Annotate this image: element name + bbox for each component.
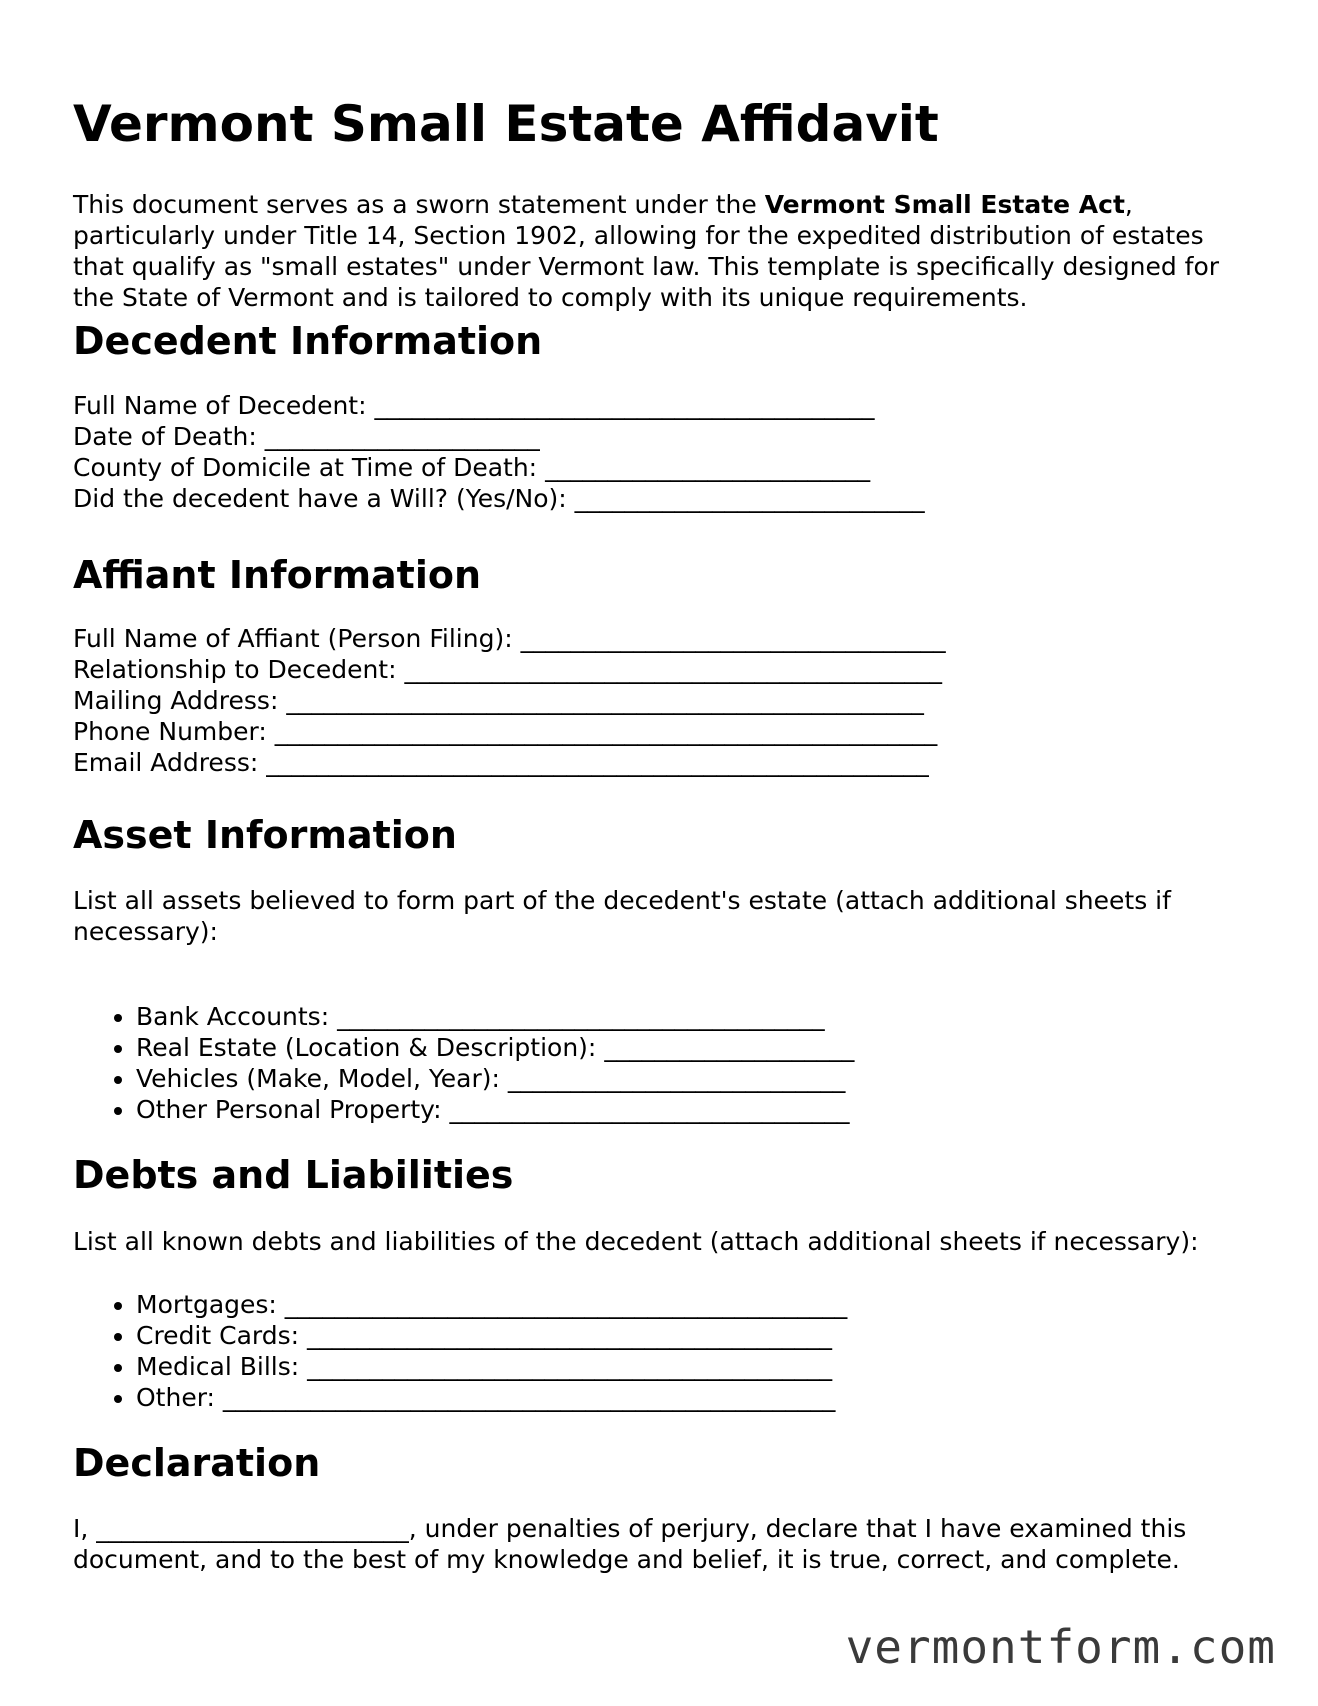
affiant-heading: Affiant Information [73, 553, 482, 597]
fill-blank[interactable]: __________________________________ [520, 624, 946, 653]
fill-blank[interactable]: ______________________ [264, 422, 540, 451]
debts-heading: Debts and Liabilities [73, 1153, 514, 1197]
assets-description: List all assets believed to form part of the decedent's estate (attach additional sheets if necessary): [73, 886, 1171, 946]
mailing-address-field[interactable] [73, 685, 1253, 716]
decedent-name-field[interactable] [73, 390, 1253, 421]
item-label: Vehicles (Make, Model, Year): [136, 1064, 500, 1093]
field-label: Email Address: [73, 748, 259, 777]
fill-blank[interactable]: ___________________________________________________ [286, 686, 924, 715]
fill-blank[interactable]: _____________________________________________________ [266, 748, 929, 777]
fill-blank[interactable]: ____________________ [604, 1033, 855, 1062]
decedent-fields [73, 390, 1253, 514]
declaration-heading: Declaration [73, 1441, 321, 1485]
field-label: Date of Death: [73, 422, 257, 451]
item-label: Bank Accounts: [136, 1002, 330, 1031]
item-label: Other: [136, 1383, 215, 1412]
field-label: Phone Number: [73, 717, 267, 746]
item-label: Real Estate (Location & Description): [136, 1033, 597, 1062]
email-address-field[interactable] [73, 747, 1253, 778]
fill-blank[interactable]: __________________________ [545, 453, 871, 482]
fill-blank[interactable]: _______________________________________ [337, 1002, 825, 1031]
fill-blank[interactable]: ________________________________________ [374, 391, 875, 420]
field-label: Did the decedent have a Will? (Yes/No): [73, 484, 567, 513]
document-title: Vermont Small Estate Affidavit [73, 95, 939, 153]
had-will-field[interactable] [73, 483, 1253, 514]
fill-blank[interactable]: ___________________________________________ [404, 655, 942, 684]
declarant-name-blank[interactable]: _________________________ [96, 1514, 409, 1543]
debts-list [73, 1289, 1316, 1413]
affiant-fields [73, 623, 1253, 778]
list-item[interactable] [136, 1382, 1316, 1413]
item-label: Medical Bills: [136, 1352, 300, 1381]
intro-text-end: , particularly under Title 14, Section 1902, allowing for the expedited distribution of estates that qualify as "small estates" under Vermont law. This template is specifically designed for the State of Vermont and is tailored to comply with its unique requirements. [73, 190, 1220, 312]
declaration-text: , under penalties of perjury, declare that I have examined this document, and to the best of my knowledge and belief, it is true, correct, and complete. [73, 1514, 1187, 1574]
item-label: Mortgages: [136, 1290, 277, 1319]
declaration-prefix: I, [73, 1514, 97, 1543]
fill-blank[interactable]: _________________________________________________ [222, 1383, 836, 1412]
list-item[interactable] [136, 1032, 1316, 1063]
list-item[interactable] [136, 1001, 1316, 1032]
list-item[interactable] [136, 1320, 1316, 1351]
date-of-death-field[interactable] [73, 421, 1253, 452]
list-item[interactable] [136, 1063, 1316, 1094]
county-of-domicile-field[interactable] [73, 452, 1253, 483]
fill-blank[interactable]: __________________________________________ [307, 1352, 833, 1381]
field-label: Full Name of Decedent: [73, 391, 367, 420]
affiant-name-field[interactable] [73, 623, 1253, 654]
list-item[interactable] [136, 1351, 1316, 1382]
assets-list [73, 1001, 1316, 1125]
intro-paragraph [73, 189, 1253, 313]
fill-blank[interactable]: _____________________________________________________ [274, 717, 938, 746]
list-item[interactable] [136, 1289, 1316, 1320]
item-label: Other Personal Property: [136, 1095, 442, 1124]
site-watermark: vermontform.com [845, 1620, 1276, 1674]
decedent-heading: Decedent Information [73, 319, 543, 363]
intro-act-name: Vermont Small Estate Act [764, 190, 1125, 219]
item-label: Credit Cards: [136, 1321, 300, 1350]
field-label: Relationship to Decedent: [73, 655, 397, 684]
phone-number-field[interactable] [73, 716, 1253, 747]
fill-blank[interactable]: ________________________________ [449, 1095, 850, 1124]
fill-blank[interactable]: _____________________________________________ [284, 1290, 848, 1319]
field-label: Full Name of Affiant (Person Filing): [73, 624, 513, 653]
assets-heading: Asset Information [73, 813, 457, 857]
debts-description: List all known debts and liabilities of the decedent (attach additional sheets if necessary): [73, 1227, 1199, 1256]
intro-text-start: This document serves as a sworn statement under the [73, 190, 765, 219]
fill-blank[interactable]: __________________________________________ [307, 1321, 833, 1350]
field-label: County of Domicile at Time of Death: [73, 453, 538, 482]
declaration-paragraph [73, 1513, 1253, 1575]
list-item[interactable] [136, 1094, 1316, 1125]
fill-blank[interactable]: ___________________________ [507, 1064, 846, 1093]
relationship-field[interactable] [73, 654, 1253, 685]
fill-blank[interactable]: ____________________________ [574, 484, 925, 513]
field-label: Mailing Address: [73, 686, 279, 715]
